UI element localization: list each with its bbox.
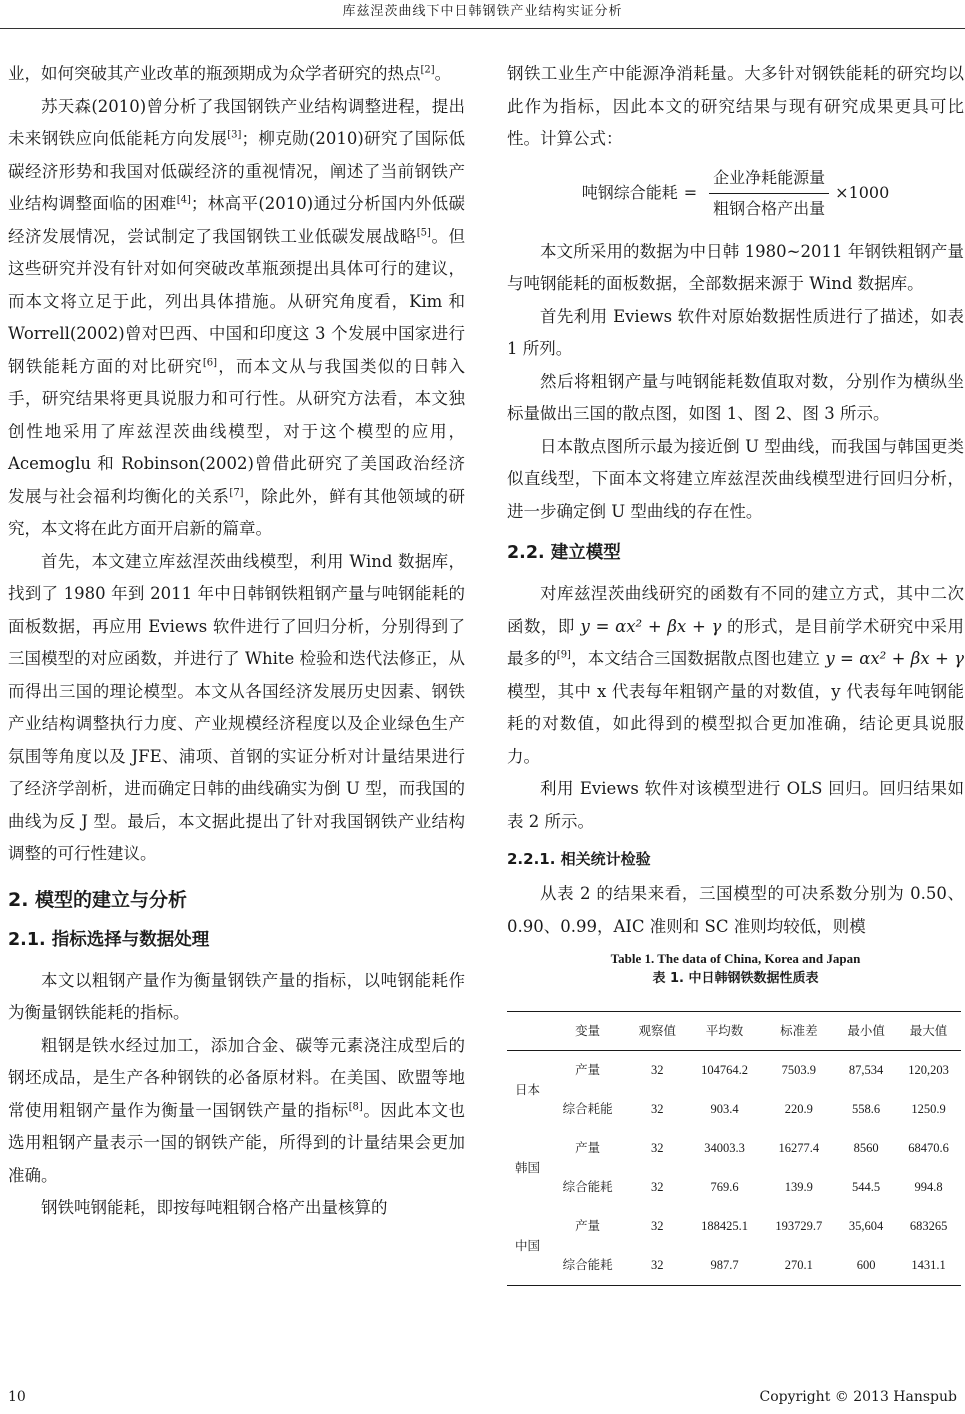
table-cell: 193729.7 <box>775 1219 823 1234</box>
formula-denominator: 粗钢合格产出量 <box>713 199 826 218</box>
table-cell: 683265 <box>909 1219 948 1234</box>
citation-ref[interactable]: [4] <box>176 194 191 206</box>
formula-lhs: 吨钢综合能耗 <box>581 183 678 203</box>
table-header: 变量 <box>548 1012 627 1051</box>
citation-ref[interactable]: [2] <box>420 64 435 76</box>
table-cell: 139.9 <box>784 1180 813 1195</box>
table-cell: 16277.4 <box>778 1141 820 1156</box>
citation-ref[interactable]: [9] <box>556 649 571 661</box>
table-header: 观察值 <box>627 1012 687 1051</box>
table-cell: 产量 <box>575 1219 601 1234</box>
paragraph: 从表 2 的结果来看，三国模型的可决系数分别为 0.50、0.90、0.99，AIC 准则和 SC 准则均较低，则模 <box>507 884 964 936</box>
table-cell: 32 <box>627 1246 687 1286</box>
table-cell: 87,534 <box>848 1063 884 1078</box>
citation-ref[interactable]: [8] <box>348 1101 363 1112</box>
paragraph: 钢铁吨钢能耗，即按每吨粗钢合格产出量核算的 <box>41 1198 388 1217</box>
table-cell: 558.6 <box>852 1102 881 1117</box>
table-cell: 32 <box>651 1219 664 1234</box>
table-cell: 270.1 <box>762 1246 836 1286</box>
table-cell: 32 <box>651 1102 664 1117</box>
country-cell: 日本 <box>515 1082 541 1097</box>
paragraph: 业，如何突破其产业改革的瓶颈期成为众学者研究的热点[2]。 <box>8 64 452 83</box>
paragraph: 首先利用 Eviews 软件对原始数据性质进行了描述，如表 1 所列。 <box>507 306 964 358</box>
table-cell: 35,604 <box>848 1219 884 1234</box>
table-cell: 769.6 <box>710 1180 739 1195</box>
paragraph: 首先，本文建立库兹涅茨曲线模型，利用 Wind 数据库，找到了 1980 年到 2011 年中日韩钢铁粗钢产量与吨钢能耗的面板数据，再应用 Eviews 软件进行了回归分析，分别得到了三国模型的对应函数，并进行了 White 检验和迭代法修正，从而得出三国的理论模型。本文从各国经济发展历史因素、钢铁产业结构调整执行力度、产业规模经济程度以及企业绿色生产氛围等角度以及 JFE、浦项、首钢的实证分析对计量结果进行了经济学剖析，进而确定日韩的曲线确实为倒 U 型，而我国的曲线为反 J 型。最后，本文据此提出了针对我国钢铁产业结构调整的可行性建议。 <box>8 551 465 863</box>
citation-ref[interactable]: [6] <box>202 357 218 368</box>
table-caption-cn: 表 1. 中日韩钢铁数据性质表 <box>652 971 819 986</box>
table-cell: 8560 <box>853 1141 879 1156</box>
formula-multiplier: ×1000 <box>835 183 890 203</box>
table-cell: 120,203 <box>908 1063 949 1078</box>
table-cell: 188425.1 <box>701 1219 748 1234</box>
table-cell: 综合耗能 <box>562 1102 613 1117</box>
table-header: 最大值 <box>896 1012 961 1051</box>
table-cell: 34003.3 <box>704 1141 745 1156</box>
table-cell: 600 <box>836 1246 896 1286</box>
table-cell: 32 <box>651 1141 664 1156</box>
table-cell: 544.5 <box>852 1180 881 1195</box>
paragraph: 苏天森(2010)曾分析了我国钢铁产业结构调整进程，提出未来钢铁应向低能耗方向发展[3]；柳克勋(2010)研究了国际低碳经济形势和我国对低碳经济的重视情况，阐述了当前钢铁产业结构调整面临的困难[4]；林高平(2010)通过分析国内外低碳经济发展情况，尝试制定了我国钢铁工业低碳发展战略[5]。但这些研究并没有针对如何突破改革瓶颈提出具体可行的建议，而本文将立足于此，列出具体措施。从研究角度看，Kim 和 Worrell(2002)曾对巴西、中国和印度这 3 个发展中国家进行钢铁能耗方面的对比研究[6]，而本文从与我国类似的日韩入手，研究结果将更具说服力和可行性。从研究方法看，本文独创性地采用了库兹涅茨曲线模型，对于这个模型的应用，Acemoglu 和 Robinson(2002)曾借此研究了美国政治经济发展与社会福利均衡化的关系[7]，除此外，鲜有其他领域的研究，本文将在此方面开启新的篇章。 <box>8 96 466 538</box>
section-heading: 2. 模型的建立与分析 <box>8 888 188 911</box>
table-row <box>507 1168 961 1207</box>
table-cell: 903.4 <box>710 1102 739 1117</box>
table-cell: 产量 <box>575 1141 601 1156</box>
table-cell: 7503.9 <box>781 1063 817 1078</box>
subsection-heading: 2.1. 指标选择与数据处理 <box>8 929 210 950</box>
table-cell: 987.7 <box>687 1246 761 1286</box>
table-cell: 994.8 <box>914 1180 943 1195</box>
left-column <box>8 58 465 1225</box>
table-row <box>507 1090 961 1129</box>
country-cell: 韩国 <box>515 1160 541 1175</box>
formula-numerator: 企业净耗能源量 <box>709 165 829 194</box>
copyright-notice: Copyright © 2013 Hanspub <box>759 1389 957 1405</box>
equation-inline: y = αx² + βx + γ <box>580 616 722 636</box>
citation-ref[interactable]: [3] <box>227 129 242 141</box>
subsection-heading: 2.2. 建立模型 <box>507 543 621 563</box>
table-row <box>507 1129 961 1168</box>
paragraph: 日本散点图所示最为接近倒 U 型曲线，而我国与韩国更类似直线型，下面本文将建立库兹涅茨曲线模型进行回归分析，进一步确定倒 U 型曲线的存在性。 <box>507 436 964 521</box>
table-header: 平均数 <box>687 1012 761 1051</box>
formula-fraction <box>709 165 829 222</box>
paragraph: 钢铁工业生产中能源净消耗量。大多针对钢铁能耗的研究均以此作为指标，因此本文的研究结果与现有研究成果更具可比性。计算公式： <box>507 64 964 148</box>
table-cell: 32 <box>651 1180 664 1195</box>
table-row <box>507 1246 961 1286</box>
table-cell: 综合能耗 <box>562 1180 613 1195</box>
table-cell: 1431.1 <box>896 1246 961 1286</box>
citation-ref[interactable]: [5] <box>416 227 431 238</box>
paragraph: 本文以粗钢产量作为衡量钢铁产量的指标，以吨钢能耗作为衡量钢铁能耗的指标。 <box>8 970 465 1022</box>
formula <box>507 158 964 230</box>
table-header <box>507 1012 548 1051</box>
paragraph: 对库兹涅茨曲线研究的函数有不同的建立方式，其中二次函数，即 y = αx² + βx + γ 的形式，是目前学术研究中采用最多的[9]，本文结合三国数据散点图也建立 y = αx² + βx + γ 模型，其中 x 代表每年粗钢产量的对数值，y 代表每年吨钢能耗的对数值，如此得到的模型拟合更加准确，结论更具说服力。 <box>507 584 965 766</box>
data-table <box>507 1011 961 1286</box>
paragraph: 然后将粗钢产量与吨钢能耗数值取对数，分别作为横纵坐标量做出三国的散点图，如图 1、图 2、图 3 所示。 <box>507 371 964 423</box>
table-cell: 104764.2 <box>701 1063 748 1078</box>
subsubsection-heading: 2.2.1. 相关统计检验 <box>507 850 651 868</box>
paragraph: 粗钢是铁水经过加工，添加合金、碳等元素浇注成型后的钢坯成品，是生产各种钢铁的必备原材料。在美国、欧盟等地常使用粗钢产量作为衡量一国钢铁产量的指标[8]。因此本文也选用粗钢产量表示一国的钢铁产能，所得到的计量结果会更加准确。 <box>8 1035 466 1185</box>
table-header: 最小值 <box>836 1012 896 1051</box>
table-row <box>507 1207 961 1246</box>
table-cell: 综合能耗 <box>548 1246 627 1286</box>
table-cell: 68470.6 <box>908 1141 949 1156</box>
table-row <box>507 1051 961 1091</box>
table-cell: 220.9 <box>784 1102 813 1117</box>
table-cell: 1250.9 <box>911 1102 946 1117</box>
page-number: 10 <box>8 1389 26 1405</box>
table-header-row <box>507 1012 961 1051</box>
table-cell: 32 <box>651 1063 664 1078</box>
right-column <box>507 58 964 1286</box>
running-title: 库兹涅茨曲线下中日韩钢铁产业结构实证分析 <box>0 0 965 29</box>
table-cell: 产量 <box>575 1063 601 1078</box>
paragraph: 利用 Eviews 软件对该模型进行 OLS 回归。回归结果如表 2 所示。 <box>507 779 964 831</box>
citation-ref[interactable]: [7] <box>229 487 244 498</box>
country-cell: 中国 <box>507 1207 548 1286</box>
table-caption-en: Table 1. The data of China, Korea and Japan <box>610 951 861 966</box>
formula-equals: = <box>683 183 698 203</box>
table-header: 标准差 <box>762 1012 836 1051</box>
equation-inline: y = αx² + βx + γ <box>825 649 964 668</box>
paragraph: 本文所采用的数据为中日韩 1980~2011 年钢铁粗钢产量与吨钢能耗的面板数据，全部数据来源于 Wind 数据库。 <box>507 241 964 293</box>
